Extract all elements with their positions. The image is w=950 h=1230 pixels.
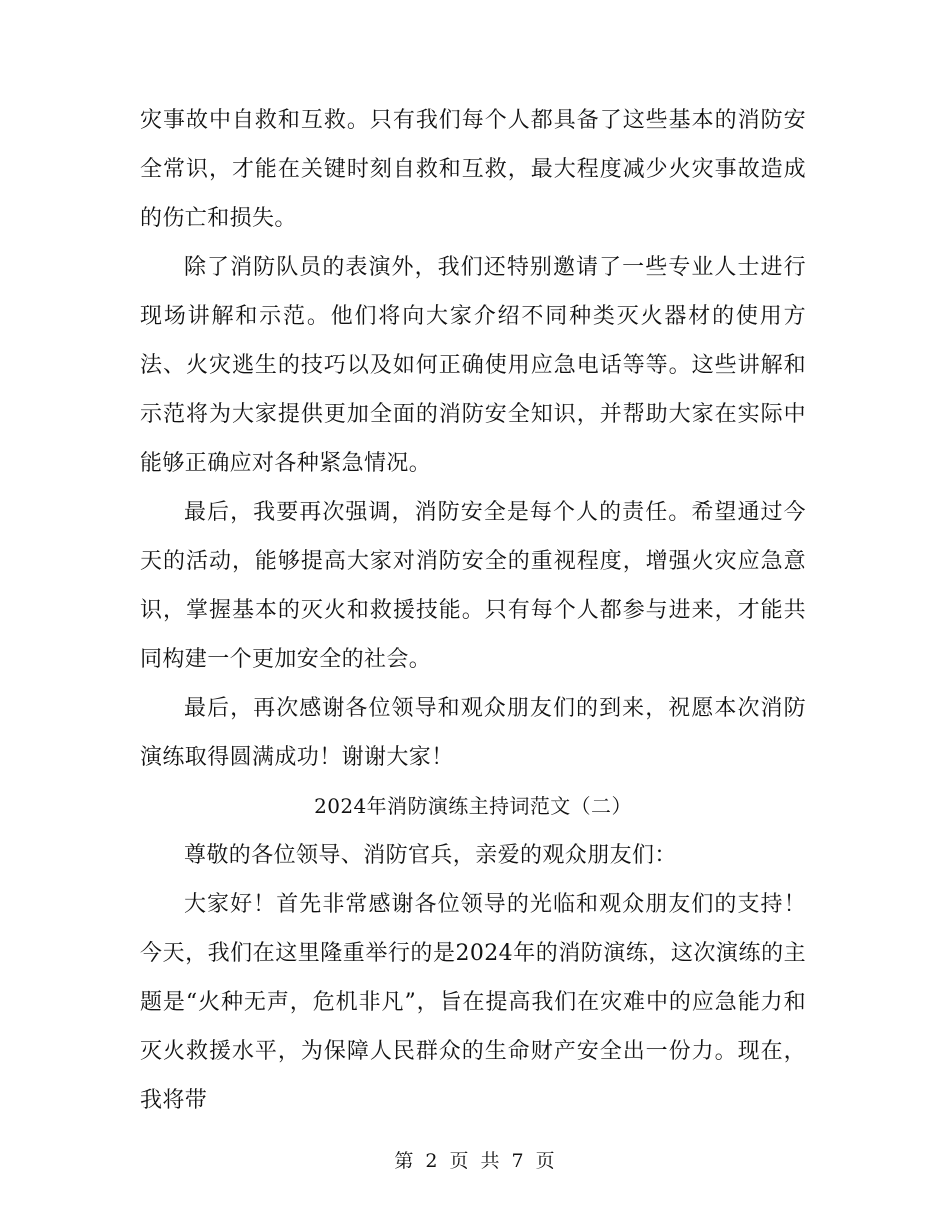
paragraph-expert-demo: 除了消防队员的表演外，我们还特别邀请了一些专业人士进行现场讲解和示范。他们将向大家介绍不同种类灭火器材的使用方法、火灾逃生的技巧以及如何正确使用应急电话等等。这些讲解和示范将为大家提供更加全面的消防安全知识，并帮助大家在实际中能够正确应对各种紧急情况。 bbox=[140, 255, 806, 476]
paragraph-responsibility: 最后，我要再次强调，消防安全是每个人的责任。希望通过今天的活动，能够提高大家对消防安全的重视程度，增强火灾应急意识，掌握基本的灭火和救援技能。只有每个人都参与进来，才能共同构建一个更加安全的社会。 bbox=[140, 500, 806, 672]
paragraph-intro: 大家好！首先非常感谢各位领导的光临和观众朋友们的支持！今天，我们在这里隆重举行的是2024年的消防演练，这次演练的主题是“火种无声，危机非凡”，旨在提高我们在灾难中的应急能力和灭火救援水平，为保障人民群众的生命财产安全出一份力。现在，我将带 bbox=[140, 892, 806, 1113]
greeting-line: 尊敬的各位领导、消防官兵，亲爱的观众朋友们： bbox=[184, 843, 677, 868]
paragraph-thanks: 最后，再次感谢各位领导和观众朋友们的到来，祝愿本次消防演练取得圆满成功！谢谢大家！ bbox=[140, 696, 806, 770]
page-number-footer: 第 2 页 共 7 页 bbox=[394, 1150, 556, 1172]
page-body bbox=[140, 96, 806, 1125]
section-title: 2024年消防演练主持词范文（二） bbox=[314, 794, 632, 818]
paragraph-continued: 灾事故中自救和互救。只有我们每个人都具备了这些基本的消防安全常识，才能在关键时刻自救和互救，最大程度减少火灾事故造成的伤亡和损失。 bbox=[140, 108, 806, 231]
